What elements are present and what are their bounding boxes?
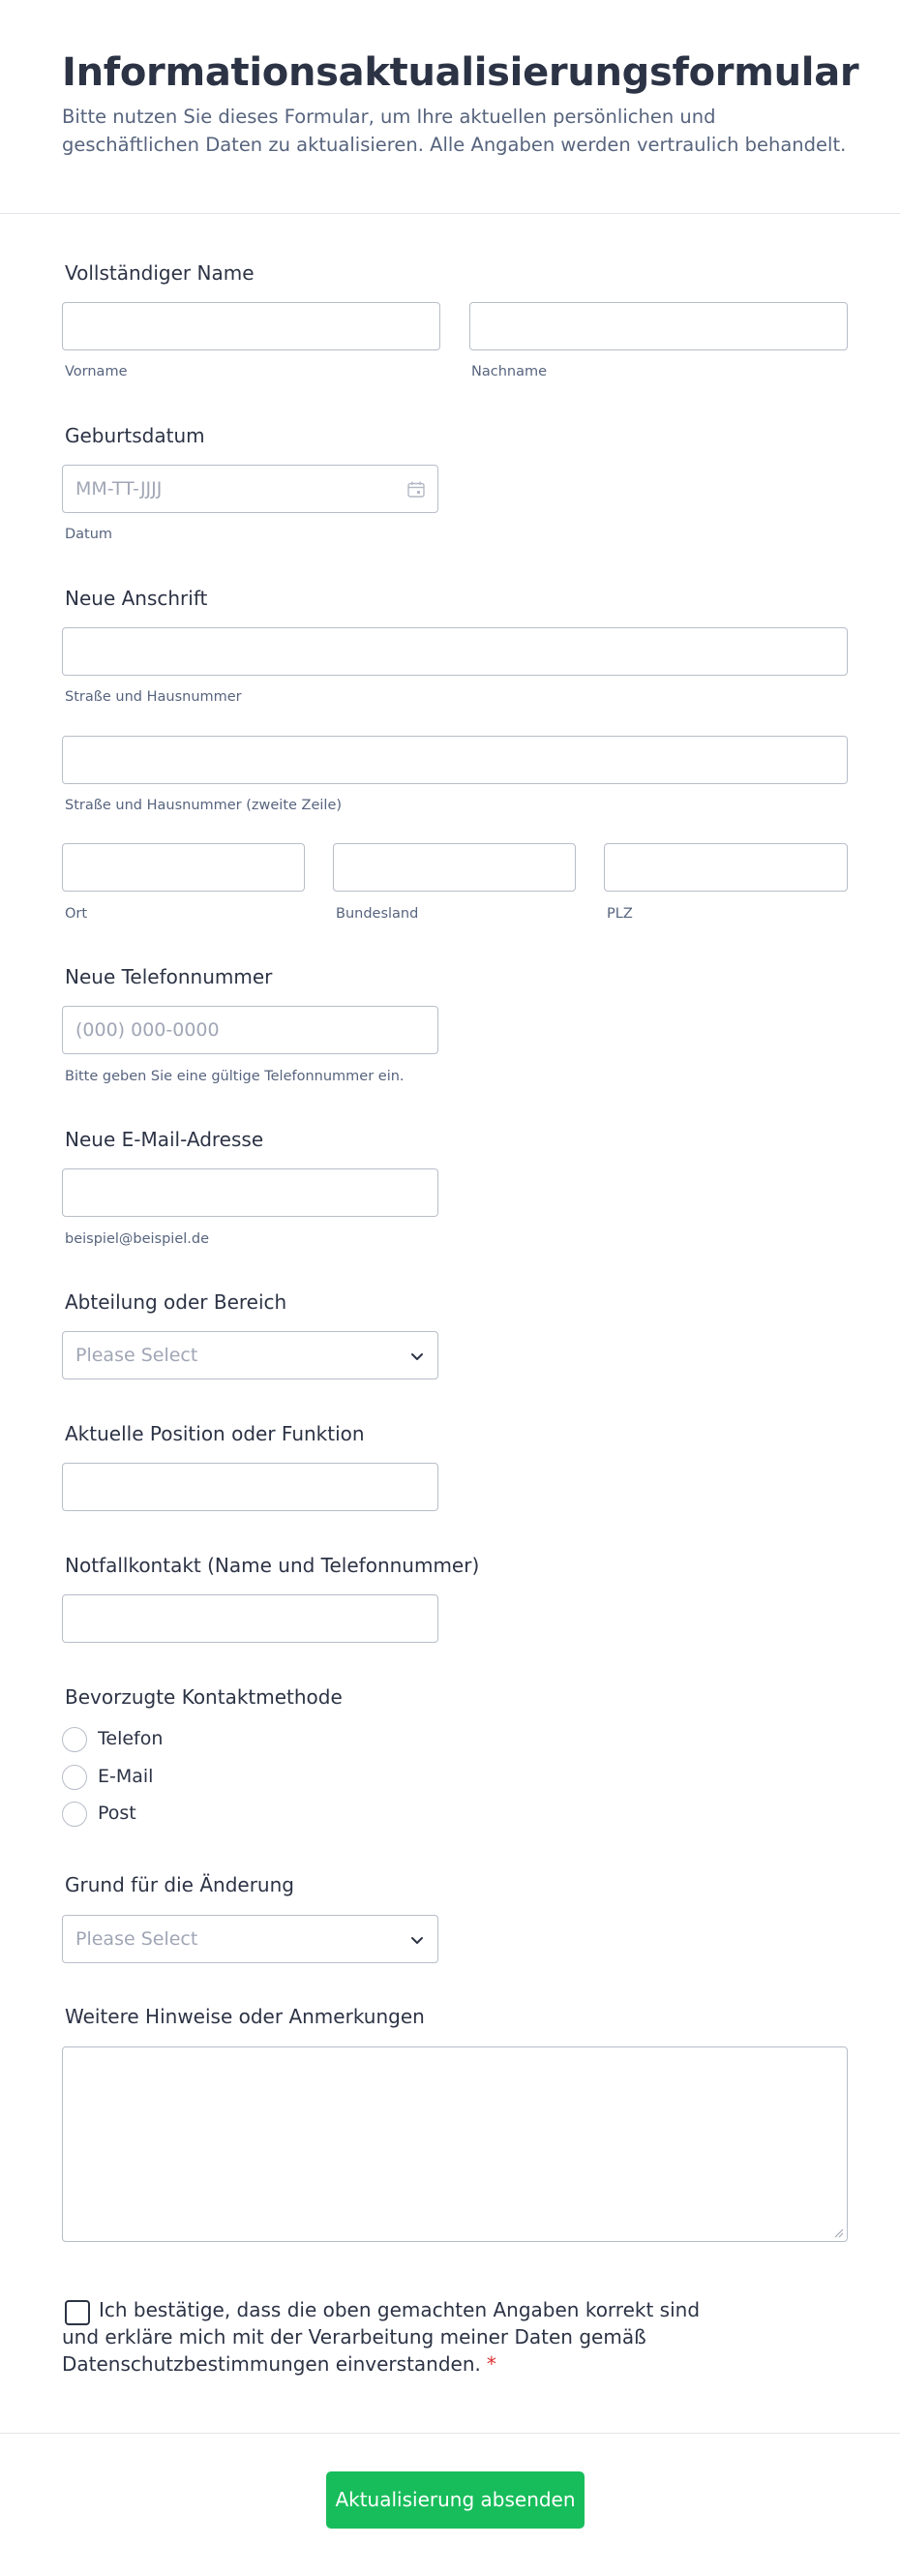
reason-select[interactable] [62,1915,438,1963]
department-select[interactable] [62,1331,438,1379]
notes-label: Weitere Hinweise oder Anmerkungen [65,2005,425,2028]
calendar-icon[interactable] [407,481,425,498]
position-input[interactable] [62,1463,438,1511]
birthdate-input[interactable] [62,465,438,513]
state-sublabel: Bundesland [336,906,419,922]
city-sublabel: Ort [65,906,88,922]
zip-sublabel: PLZ [607,906,633,922]
form-title: Informationsaktualisierungsformular [62,50,859,95]
chevron-down-icon [408,1348,426,1365]
birthdate-label: Geburtsdatum [65,424,205,447]
footer-divider [0,2433,900,2434]
street2-sublabel: Straße und Hausnummer (zweite Zeile) [65,798,343,813]
chevron-down-icon [408,1931,426,1949]
form-header [0,0,900,214]
first-name-input[interactable] [62,302,440,350]
reason-placeholder: Please Select [75,1928,198,1950]
phone-sublabel: Bitte geben Sie eine gültige Telefonnummer ein. [65,1069,405,1084]
radio-label-email[interactable]: E-Mail [98,1766,154,1787]
birthdate-sublabel: Datum [65,527,113,542]
submit-button[interactable]: Aktualisierung absenden [326,2471,585,2529]
emergency-label: Notfallkontakt (Name und Telefonnummer) [65,1554,480,1577]
zip-input[interactable] [604,843,848,892]
phone-input[interactable] [62,1006,438,1054]
required-mark: * [486,2352,496,2376]
first-name-sublabel: Vorname [65,364,128,379]
contact-method-label: Bevorzugte Kontaktmethode [65,1685,343,1709]
position-label: Aktuelle Position oder Funktion [65,1422,365,1445]
radio-label-telefon[interactable]: Telefon [98,1728,164,1749]
street-sublabel: Straße und Hausnummer [65,689,242,705]
address-label: Neue Anschrift [65,587,208,610]
last-name-sublabel: Nachname [471,364,548,379]
full-name-label: Vollständiger Name [65,261,255,285]
emergency-input[interactable] [62,1594,438,1643]
last-name-input[interactable] [469,302,848,350]
state-input[interactable] [333,843,576,892]
street2-input[interactable] [62,736,848,784]
radio-email[interactable] [62,1765,87,1790]
birthdate-placeholder: MM-TT-JJJJ [75,478,163,500]
email-input[interactable] [62,1168,438,1217]
street-input[interactable] [62,627,848,676]
notes-textarea[interactable] [62,2046,848,2242]
phone-placeholder: (000) 000-0000 [75,1019,220,1041]
department-placeholder: Please Select [75,1345,198,1366]
city-input[interactable] [62,843,305,892]
email-label: Neue E-Mail-Adresse [65,1128,264,1151]
radio-telefon[interactable] [62,1727,87,1752]
phone-label: Neue Telefonnummer [65,965,273,988]
reason-label: Grund für die Änderung [65,1873,294,1896]
form-subtitle: Bitte nutzen Sie dieses Formular, um Ihre aktuellen persönlichen und geschäftlichen Daten zu aktualisieren. Alle Angaben werden vertraulich behandelt. [62,106,847,156]
consent-text [62,2296,739,2378]
department-label: Abteilung oder Bereich [65,1290,287,1314]
consent-label[interactable]: Ich bestätige, dass die oben gemachten Angaben korrekt sind und erkläre mich mit der Verarbeitung meiner Daten gemäß Datenschutzbestimmungen einverstanden. [62,2298,701,2376]
radio-post[interactable] [62,1802,87,1827]
email-sublabel: beispiel@beispiel.de [65,1231,210,1247]
resize-grip-icon[interactable] [832,2227,844,2238]
radio-label-post[interactable]: Post [98,1803,136,1824]
